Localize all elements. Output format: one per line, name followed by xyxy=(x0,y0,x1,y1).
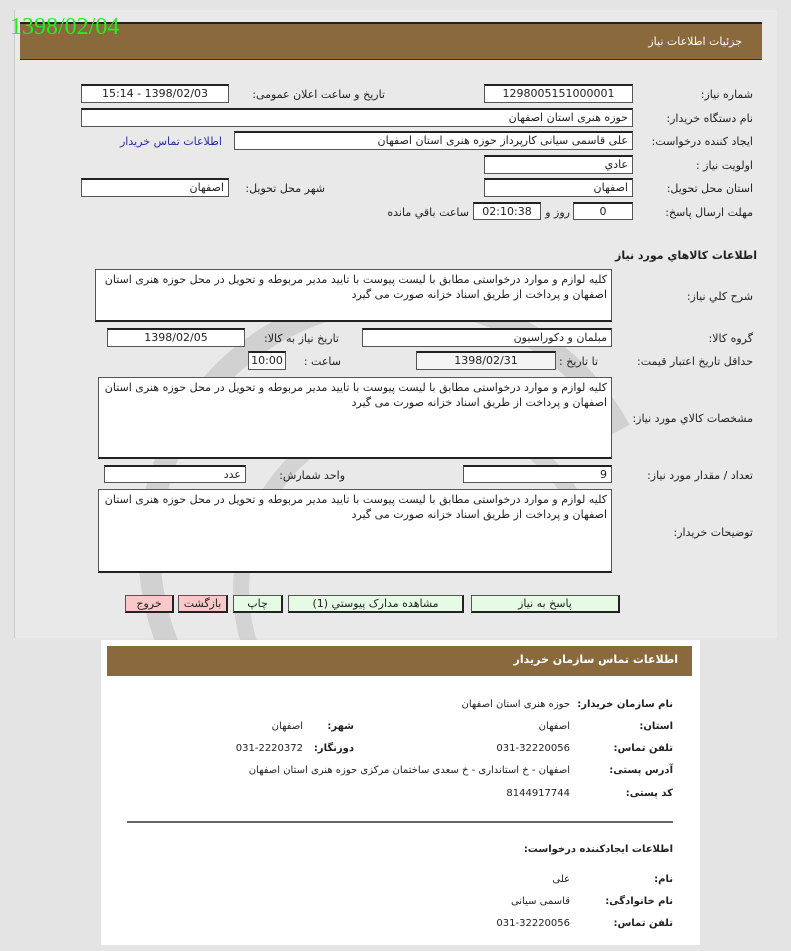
fax-label: دورنگار: xyxy=(313,743,354,754)
fax-value: 031-2220372 xyxy=(235,743,303,754)
unit-label: واحد شمارش: xyxy=(279,469,345,482)
hour-field[interactable]: 10:00 xyxy=(248,351,286,370)
page-title: جزئیات اطلاعات نیاز xyxy=(648,35,742,48)
min-validity-label: حداقل تاریخ اعتبار قیمت: xyxy=(637,355,753,368)
view-attachments-button[interactable]: مشاهده مدارک پيوستي (1) xyxy=(288,595,464,613)
province-label: استان محل تحویل: xyxy=(666,182,753,195)
notes-label: توضيحات خريدار: xyxy=(673,526,753,539)
family-value: قاسمی سیانی xyxy=(510,896,570,907)
notes-textarea[interactable]: کلیه لوازم و موارد درخواستی مطابق با لیست پیوست با تایید مدیر مربوطه و تحویل در محل حوزه هنری استان اصفهان و پرداخت از طریق اسناد خزانه صورت می گیرد xyxy=(98,489,612,573)
contact-city-value: اصفهان xyxy=(271,721,303,732)
contact-phone-value: 031-32220056 xyxy=(496,743,570,754)
deadline-label: مهلت ارسال پاسخ: xyxy=(665,206,753,219)
desc-textarea[interactable]: کلیه لوازم و موارد درخواستی مطابق با لیست پیوست با تایید مدیر مربوطه و تحویل در محل حوزه هنری استان اصفهان و پرداخت از طریق اسناد خزانه صورت می گیرد xyxy=(95,269,612,322)
unit-field[interactable]: عدد xyxy=(104,465,246,483)
creator-label: ایجاد کننده درخواست: xyxy=(651,135,753,148)
address-value: اصفهان - خ استانداری - خ سعدی ساختمان مرکزی حوزه هنری استان اصفهان xyxy=(248,765,570,776)
contact-title: اطلاعات تماس سازمان خریدار xyxy=(513,653,678,666)
announce-date-field[interactable]: 1398/02/03 - 15:14 xyxy=(81,84,229,103)
qty-label: تعداد / مقدار مورد نياز: xyxy=(647,469,753,482)
city-field[interactable]: اصفهان xyxy=(81,178,229,197)
desc-label: شرح کلي نياز: xyxy=(686,290,753,303)
priority-field[interactable]: عادي xyxy=(484,155,633,174)
need-number-label: شماره نیاز: xyxy=(700,88,753,101)
creator-field[interactable]: علی قاسمی سیانی کارپرداز حوزه هنری استان اصفهان xyxy=(234,131,633,150)
days-field[interactable]: 0 xyxy=(573,202,633,220)
family-label: نام خانوادگی: xyxy=(605,896,673,907)
qty-field[interactable]: 9 xyxy=(463,465,612,483)
org-value: حوزه هنری استان اصفهان xyxy=(461,699,570,710)
to-date-label: تا تاریخ : xyxy=(559,355,598,368)
buyer-contact-link[interactable]: اطلاعات تماس خریدار xyxy=(120,135,222,148)
group-field[interactable]: مبلمان و دکوراسیون xyxy=(362,328,612,347)
page-header xyxy=(20,22,762,60)
creator-phone-label: تلفن تماس: xyxy=(613,918,673,929)
days-suffix: روز و xyxy=(545,206,570,219)
creator-phone-value: 031-32220056 xyxy=(496,918,570,929)
province-field[interactable]: اصفهان xyxy=(484,178,633,197)
back-button[interactable]: بازگشت xyxy=(178,595,228,613)
contact-province-label: استان: xyxy=(639,721,673,732)
need-date-field[interactable]: 1398/02/05 xyxy=(107,328,245,347)
reply-button[interactable]: پاسخ به نياز xyxy=(471,595,620,613)
creator-info-title: اطلاعات ایجادکننده درخواست: xyxy=(523,844,673,855)
name-value: علی xyxy=(552,874,570,885)
need-date-label: تاریخ نیاز به کالا: xyxy=(264,332,339,345)
buyer-label: نام دستگاه خریدار: xyxy=(666,112,753,125)
print-button[interactable]: چاپ xyxy=(233,595,283,613)
time-remaining-field[interactable]: 02:10:38 xyxy=(473,202,541,220)
name-label: نام: xyxy=(654,874,673,885)
priority-label: اولویت نیاز : xyxy=(695,159,753,172)
contact-city-label: شهر: xyxy=(327,721,354,732)
contact-header xyxy=(107,646,692,676)
to-date-field[interactable]: 1398/02/31 xyxy=(416,351,556,370)
address-label: آدرس پستی: xyxy=(609,765,673,776)
city-label: شهر محل تحویل: xyxy=(245,182,325,195)
announce-label: تاریخ و ساعت اعلان عمومی: xyxy=(252,88,385,101)
group-label: گروه کالا: xyxy=(708,332,753,345)
goods-section-title: اطلاعات کالاهاي مورد نياز xyxy=(615,249,757,262)
exit-button[interactable]: خروج xyxy=(125,595,174,613)
spec-label: مشخصات کالاي مورد نياز: xyxy=(632,412,753,425)
postal-label: کد پستی: xyxy=(625,788,673,799)
contact-phone-label: تلفن تماس: xyxy=(613,743,673,754)
buyer-field[interactable]: حوزه هنری استان اصفهان xyxy=(81,108,633,127)
spec-textarea[interactable]: کلیه لوازم و موارد درخواستی مطابق با لیست پیوست با تایید مدیر مربوطه و تحویل در محل حوزه هنری استان اصفهان و پرداخت از طریق اسناد خزانه صورت می گیرد xyxy=(98,377,612,459)
divider xyxy=(127,821,673,823)
hour-label: ساعت : xyxy=(303,355,341,368)
postal-value: 8144917744 xyxy=(506,788,570,799)
remaining-label: ساعت باقي مانده xyxy=(387,206,469,219)
stamp-date: 1398/02/04 xyxy=(10,14,120,40)
need-number-field[interactable]: 1298005151000001 xyxy=(484,84,633,103)
contact-province-value: اصفهان xyxy=(538,721,570,732)
org-label: نام سازمان خریدار: xyxy=(577,699,673,710)
